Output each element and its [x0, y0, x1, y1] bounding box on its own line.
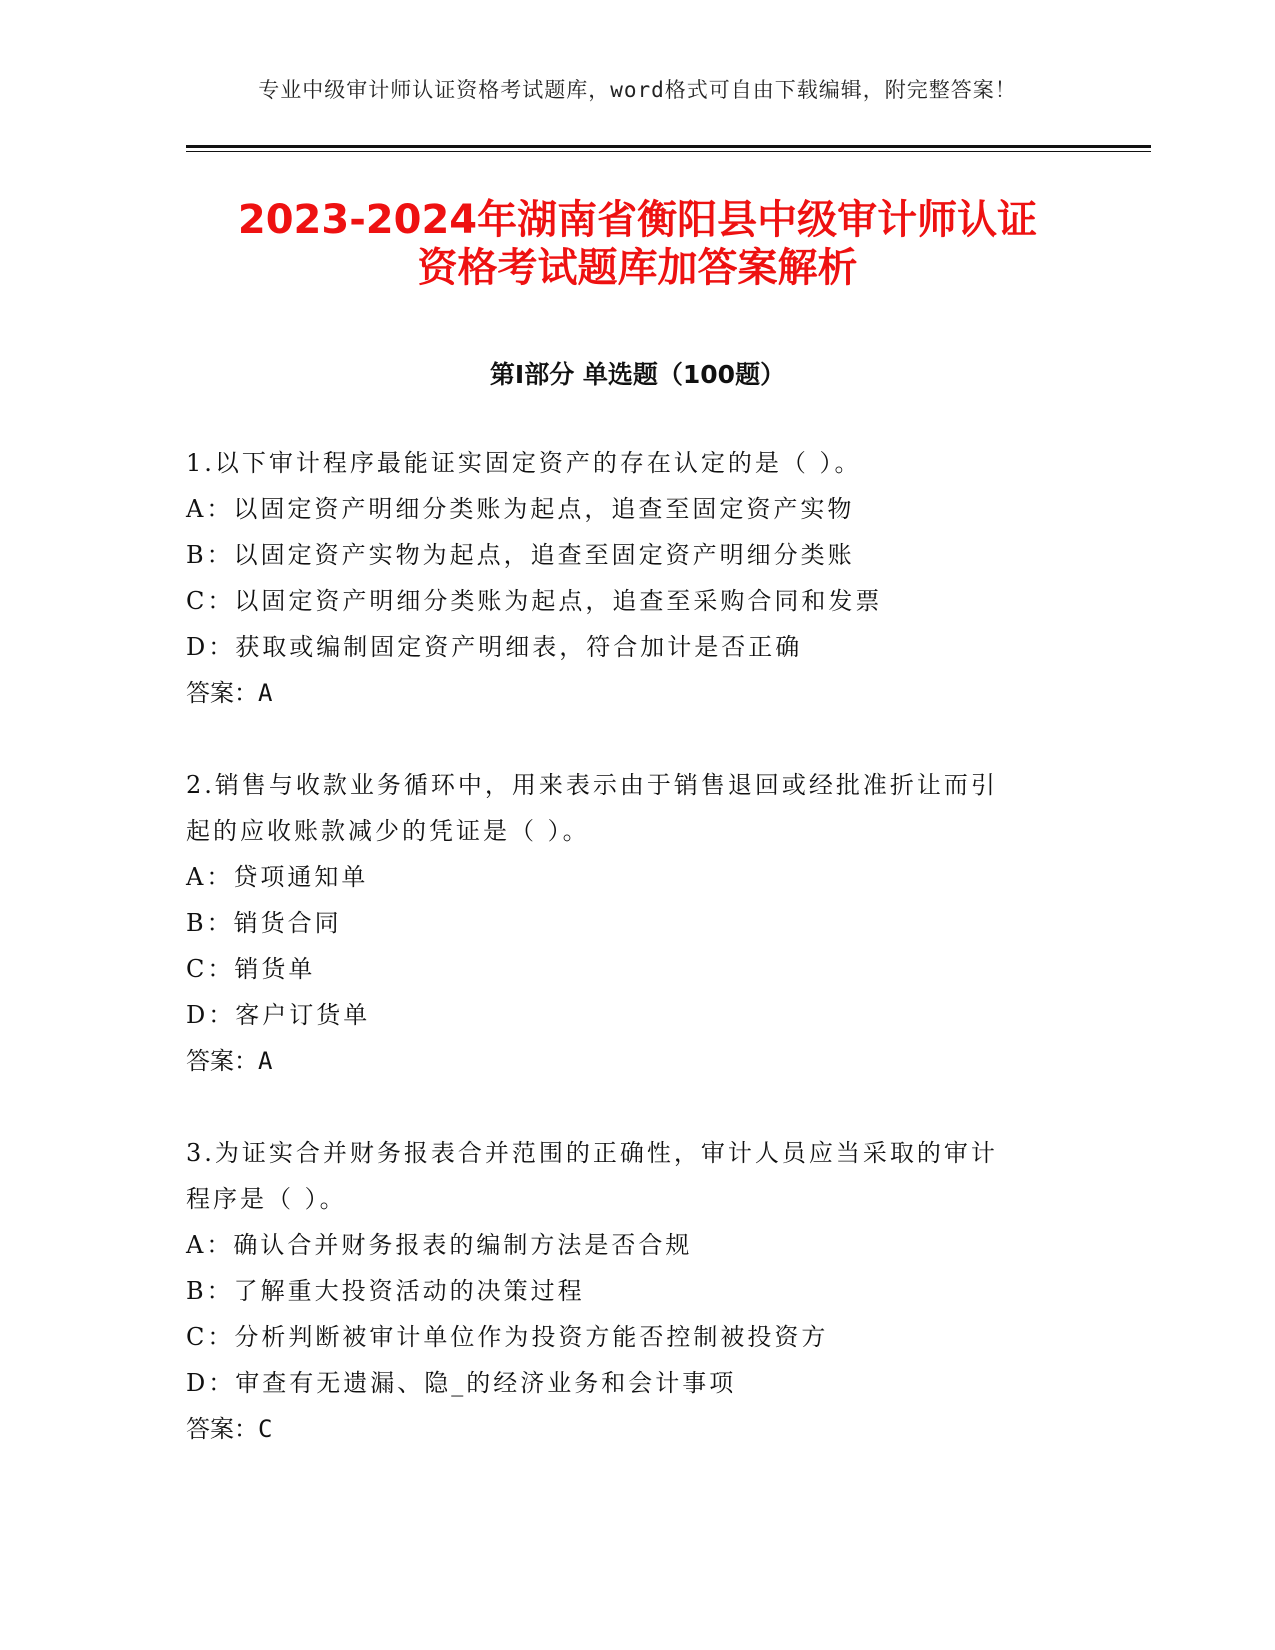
question-stem-line-1: 3.为证实合并财务报表合并范围的正确性，审计人员应当采取的审计 — [186, 1139, 998, 1167]
option-a: A：贷项通知单 — [186, 863, 369, 891]
option-d: D：客户订货单 — [186, 1001, 371, 1029]
option-a: A：确认合并财务报表的编制方法是否合规 — [186, 1231, 693, 1259]
question-stem-line-1: 2.销售与收款业务循环中，用来表示由于销售退回或经批准折让而引 — [186, 771, 998, 799]
answer-line — [186, 670, 1066, 716]
header-note: 专业中级审计师认证资格考试题库，word格式可自由下载编辑，附完整答案！ — [258, 78, 1017, 102]
question-stem: 1.以下审计程序最能证实固定资产的存在认定的是（ ）。 — [186, 449, 862, 477]
answer-value: A — [258, 1047, 273, 1075]
option-c: C：分析判断被审计单位作为投资方能否控制被投资方 — [186, 1323, 829, 1351]
question-2 — [186, 762, 1066, 1084]
answer-label: 答案： — [186, 1415, 258, 1443]
option-d: D：获取或编制固定资产明细表，符合加计是否正确 — [186, 633, 803, 661]
question-1 — [186, 440, 1066, 716]
section-title: 第Ⅰ部分 单选题（100题） — [489, 360, 786, 389]
question-list — [186, 440, 1066, 1498]
question-stem-line-2: 起的应收账款减少的凭证是（ ）。 — [186, 817, 590, 845]
option-b: B：以固定资产实物为起点，追查至固定资产明细分类账 — [186, 541, 855, 569]
answer-label: 答案： — [186, 1047, 258, 1075]
document-title — [140, 196, 1135, 292]
document-title-line-2: 资格考试题库加答案解析 — [417, 245, 858, 291]
header-divider-thick — [186, 145, 1151, 148]
option-c: C：销货单 — [186, 955, 316, 983]
option-a: A：以固定资产明细分类账为起点，追查至固定资产实物 — [186, 495, 855, 523]
header-divider-thin — [186, 151, 1151, 152]
answer-line — [186, 1406, 1066, 1452]
question-stem-line-2: 程序是（ ）。 — [186, 1185, 347, 1213]
document-title-line-1: 2023-2024年湖南省衡阳县中级审计师认证 — [237, 197, 1038, 243]
option-c: C：以固定资产明细分类账为起点，追查至采购合同和发票 — [186, 587, 883, 615]
question-3 — [186, 1130, 1066, 1452]
answer-value: A — [258, 679, 273, 707]
answer-value: C — [258, 1415, 273, 1443]
option-b: B：了解重大投资活动的决策过程 — [186, 1277, 585, 1305]
answer-line — [186, 1038, 1066, 1084]
option-b: B：销货合同 — [186, 909, 342, 937]
answer-label: 答案： — [186, 679, 258, 707]
option-d: D：审查有无遗漏、隐_的经济业务和会计事项 — [186, 1369, 737, 1397]
